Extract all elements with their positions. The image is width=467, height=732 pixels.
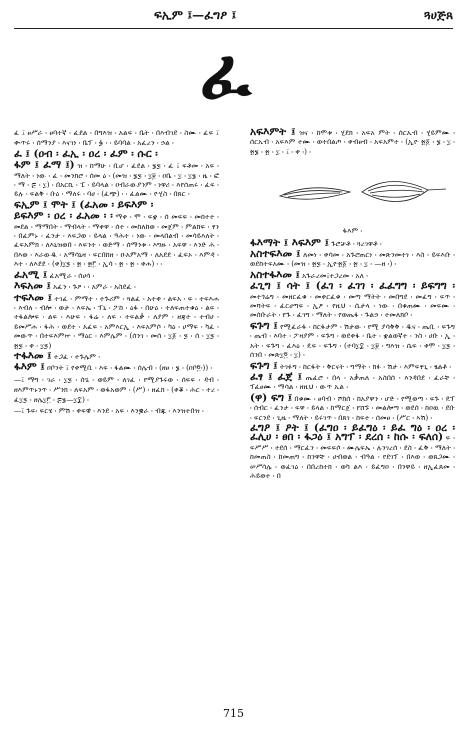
entry: —፤ ማግ ፡ ገራ ፡ ፲፯ ፡ ሰጌ ፡ ወይም ፡ ለገፈ ፡ የሚያጉሩወ ፡ ሰፍፍ ፡ ዳብ ፡ ዘእምጥኑንጥ ፡ ሥንክ ፡ ለፍአም ፡ ወፋአወም ፡ (ሥ) ፡ ዘፈክ ፡ (ቀቖ ፡ ሕር ፡ ተረ ፡ ፈ፲፯ ፡ ዘሌ፲፫ ፡ ፷፮—፲፰) ፡ <box>14 374 219 404</box>
spindle-drawing <box>250 162 455 224</box>
section-letter: ፈ <box>200 34 252 114</box>
entry: ፋእማት ፤ እፍእም ፤ ጉሮቻቶ ፡ ጓረገዋቶ ፡ <box>250 236 382 249</box>
entry: እፍአመ ፤ አፈን ፡ ጉዖ ፡ ፡ አምራ ፡ አስደፈ ፡ <box>14 280 136 293</box>
figure-caption: ፋእም ፡ <box>342 226 363 236</box>
entry: ፈ ፤ ፀሥራ ፡ ፀባተኛ ፡ ፈደል ፡ በግእዝ ፡ አልፍ ፡ ቤት ፡ በእብገደ ፡ ስሙ ፡ ፈፍ ፤ ቍጥሩ ፡ ሰማንያ ፡ እናገነ ፡ ቤፕ ፡ ፏ ፡ ፡ ይባባል ፡ አፈረን ፡ ኃል ፡ <box>14 128 219 148</box>
entry: ፈፃ ፤ ፈጀ ፤ ጤፈሮ ፡ በላ ፡ አቃጠለ ፡ አስበሰ ፡ እንዳበደ ፡ ፈራቸ ፡ ፕፈፀሙ ፡ ማሳል ፡ ዘዚህ ፡ ውጥ ኡል ፡ <box>250 370 455 392</box>
entry: ፍጉግ ፤ የሚፈራፋ ፡ ከርፋታም ፡ ሽታው ፡ የሚ ያሳቅቅ ፡ ዱና ፡ ጤቢ ፡ ፍጉግ ፡ ጤብ ፡ እባተ ፡ ፖዛያም ፡ ፍጉግ ፡ ወደቀፋ ፡ ቤተ ፡ ቋልወኛተ ፡ ንስ ፡ ሀቡ ፡ ኢ ፡ አት ፡ ፍጉግ ፡ ፈእዕ ፡ ዴፍ ፡ ፍጉግ ፡ (ተባ፲፰ ፡ ፲፱ ፡ ግእዝ ፡ ሴፍ ፡ ቀሞ ፡ ፲፯ ፡ ሰንበ ፡ መጽ፲፬ ፡ ፲) ፡ <box>250 319 455 360</box>
entry: ፍኢም ፤ ሞት ፤ (ፈአመ ፡ ይፍእም ፡ <box>14 198 154 211</box>
entry: ፈአሚ ፤ ፈአሚራ ፡ ሰሀሳ ፡ <box>14 268 95 281</box>
entry: ፋእም ፤ ዐቦንት ፤ የቀሚቢ ፡ እፍ ፡ ፋልሙ ፡ ሰሌብ ፡ (ዘፀ ፡ ፮ ፡ (ዐቦ፬፡)) ፡ <box>14 361 213 374</box>
page-number: 715 <box>223 707 244 720</box>
entry: ፍጉግ ፤ ትገፉግ ፡ ከርፋት ፡ ቅርናት ፡ ግማት ፡ ክፉ ፡ ሽታ ፡ እምፍፃጊ ፡ ፄልቶ ፡ <box>250 359 452 372</box>
entry: ይፍእም ፡ ዐረ ፡ ፈአመ ፡ ፡ ማቀ ፡ ሞ ፡ ፍቋ ፡ ሰ መፍፍ ፡ መከተተ ፡ መደል ፡ ማማበት ፡ ማብላት ፡ ማቀዋ ፡ ሰተ ፡ መከለከወ ፡ መጀም ፡ ምልክፍ ፡ ፃን ፡ በፈምኑ ፡ ፈንታ ፡ እፍጋወ ፡ ይላል ፡ ዓሕተ ፡ ነው ፡ መላበልብ ፡ መሳይእለት ፡ ፈፍአምክ ፡ ለእኒዝወበ ፡ እፍንተ ፡ ወድማ ፡ ሰማንቱ ፡ እግዙ ፡ አፍዋ ፡ እንድ ሕ ፡ በእወ ፡ እራውዱ ፡ አማሳኒዛ ፡ ፍርበከዘ ፡ ዑአምአማ ፡ ለአደደ ፡ ፈፍኦ ፡ እምዳ ፡ እተ ፡ ለእደደ ፡ (ቀ)፲፯ ፡ ፳ ፡ ፳፫ ፡ ኢሳ ፡ ፳ ፡ ፳ ፡ ቀሐ) ፡ ፡ <box>14 210 219 269</box>
entry: ፈጊግ ፤ ሳት ፤ (ፈገ ፡ ፈገገ ፡ ፈፈግግ ፡ ይፍግግ ፡ መተጎሬግ ፡ መዘርፈቁ ፡ መቀርፈቁ ፡ መጣ ማትት ፡ መበግደ ፡ መፈግ ፡ ፍጥ ፡ መሻትፍ ፡ ፈርሀጣፍ ፡ ኢዖ ፡ የዚህ ፡ ሲታላ ፡ ነው ፡ በቁጠሙ ፡ መፍሙ ፡ መሰቡራት ፡ የጉ ፡ ፈገግ ፡ ማለት ፡ የወጤፋ ፡ ጉልኃ ፡ ተመለክቦ ፡ <box>250 280 455 320</box>
entry: ፋም ፤ ፈማ ፤) ዝ ፡ ከማሁ ፡ ቢሆ ፡ ፈደል ፡ ፮፯ ፡ ፈ ፤ ፍቶመ ፡ አፍ ፡ ማለት ፡ ነው ፡ ፈ ፡ መንክሮ ፡ ሰመ ዕ ፡ (መዝ ፡ ፮፯ ፡ ፲፱ ፡ ዐቤ ፡ ፲ ፡ ፲፮ ፡ ዜ ፡ ፎ ፡ ማ ፡ ፷ ፡ ፲) ፡ በአርኪ ፡ ፒ ፡ ይባላል ፡ ዐብራውያንም ፡ ነዋሪ ፡ እየሰጠሩ ፡ ፈፍ ፡ ይሉ ፡ ፍልቅ ፡ ቡዕ ፡ ማለሩ ፡ ባሀ ፡ (ፈጭ) ፡ ፡ ፈልሙ ፡ ዮሂስ ፡ በጸር ፡ <box>14 159 219 199</box>
entry: ፈ ፤ (ዐብ ፡ ፈኢ ፡ ዐረ ፡ ፈም ፡ ሱር ፡ <box>14 147 158 160</box>
entry: ፈግዖ ፤ ዖት ፤ (ፈግዐ ፡ ይፈግዕ ፡ ይፈ ግዕ ፡ ዐረ ፡ ፈሊሀ ፡ ፀበ ፡ ፋጋዕ ፤ አግፕ ፡ ደረሰ ፡ ከሱ ፡ ፍለሰ) ፍ ፡ ፍሥሥ ፡ ተደሰ ፡ ማርፈን ፡ መፍፍሶ ፡ ሙሌፍኤ ፡ ሉንገረሰ ፡ ደስ ፡ ፈቅ ፡ ማለት ፡ ከመጠስ ፡ ከመጠግ ፡ ከንዋቸ ፡ ሀብወል ፡ ብዓል ፡ የደገፕ ፡ በእወ ፡ ወጸጋሙ ፡ ሠሥሳሌ ፡ ወፈገዕ ፡ በበረከተክ ፡ ወካ ልእ ፡ ይፈግዐ ፡ በንዋይ ፡ ዘኢፈጸመ ፡ ሕይወተ ፡ በ <box>250 421 455 480</box>
page-header <box>14 6 453 29</box>
entry: አስተፍእመ ፤ ለመነ ፡ ቀሳመ ፡ አጉሮጠርነ ፡ መጽንመተነ ፡ እስ ፡ ይፍእቡ ፡ ወደከተፍአሙ ፡ (መዝ ፡ ፳፯ ፡ ኢዮ፳፩ ፡ ፳ ፡ ፲ ፡ —ዘ ፡) ፡ <box>250 248 456 269</box>
entry: —፤ ጉፍ፡ ፍርሄ ፡ ምሽ ፡ ቀፍዊ ፡ እንደ ፡ አፍ ፡ እንቜራ ፡ ብጁ ፡ እንዝተበዝ ፡ <box>14 405 204 415</box>
entry: ተፋእመ ፤ ተጋፈ ፡ ተጉሌም ፡ <box>14 349 101 362</box>
running-head-title: ፍኢም ፤—ፈግዖ ፤ <box>154 8 237 22</box>
entry: አፍእምት ፤ ዝና ፡ ከሞቱ ፡ ሂደክ ፡ አፍአ ምት ፡ ሰርኡብ ፡ ሂይምሙ ፡ ሰርኡብ ፡ አፍእም ተሙ ፡ ወተበልጦ ፡ ቀብፀብ ፡ አፍአምተ ፡ (ኢዮ ፳፩ ፡ ፮ ፡ ፲ ፡ ፳፮ ፡ ፳ ፡ ፲ ፡ ፤ ፡ ቀ ፡) ፡ <box>250 126 455 156</box>
right-column <box>250 128 455 482</box>
entry: አስተፋእመ ፤ አጉራረመ፤ተጋረመ ፡ አለ ፡ <box>250 268 368 281</box>
spindle-illustration <box>250 162 455 224</box>
running-head-section: ጓሀጅጸ <box>424 8 453 22</box>
entry: ተፍእመ ፤ ተገፈ ፡ ምማተ ፡ ተጉሪም ፡ ጓልፈ ፡ አተቀ ፡ ልፍአ ፡ ፍ ፡ ተፍእሐ ፡ እብለ ፡ ብሎ ፡ ወታ ፡ እፍኤ ፡ ፕኒ ፡ ፖከ ፡ ዕፋ ፡ በሁዕ ፡ ተለፍጠተቁዕ ፡ ልፍ ፡ ተፋልሎፍ ፡ ልፍ ፡ እሁፍ ፡ ፋሬ ፡ ለፍ ፡ ተፍልቃ ፡ ለያም ፡ ዘጃተ ፡ ተብሀ ፡ ይመሥሐ ፡ ፋሕ ፡ ወደተ ፡ አፈፍ ፡ አምእርኢ ፡ እፍአምሶ ፡ ካዕ ፡ ሀማፍ ፡ ካፈ ፡ መውጥ ፡ በተፍእምኵ ፡ ማዕር ፡ እምሌም ፡ (ሰንገ ፡ መሰ ፡ ፲፩ ፡ ፯ ፡ ሰ ፡ ፲፯ ፡ ፳፯ ፡ ቀ ፡ ፲፯) <box>14 291 219 350</box>
entry: (ዋ) ፍግ ፤ በቁሙ ፡ ፀባብ ፡ ሾክሰ ፡ ከአያዋን ፡ ሆድ ፡ የሚወጣ ፡ ፍጉ ፡ ዴፕ ፡ ሰብር ፡ ፈንታ ፡ ፍዋ ፡ ይላል ፡ ከማርጀ ፡ የሸኙ ፡ መልሎጣ ፡ ወደሰ ፡ ከዐዉ ፡ ደቡ ፡ ፍርንደ ፡ ጊዜ ፡ ማለት ፡ ይሩገጥ ፡ በጸገ ፡ ከፍተ ፡ ሰመፀ ፡ (ሥር ፡ ኣሽ) ፡ <box>250 391 456 422</box>
left-column <box>14 128 219 418</box>
